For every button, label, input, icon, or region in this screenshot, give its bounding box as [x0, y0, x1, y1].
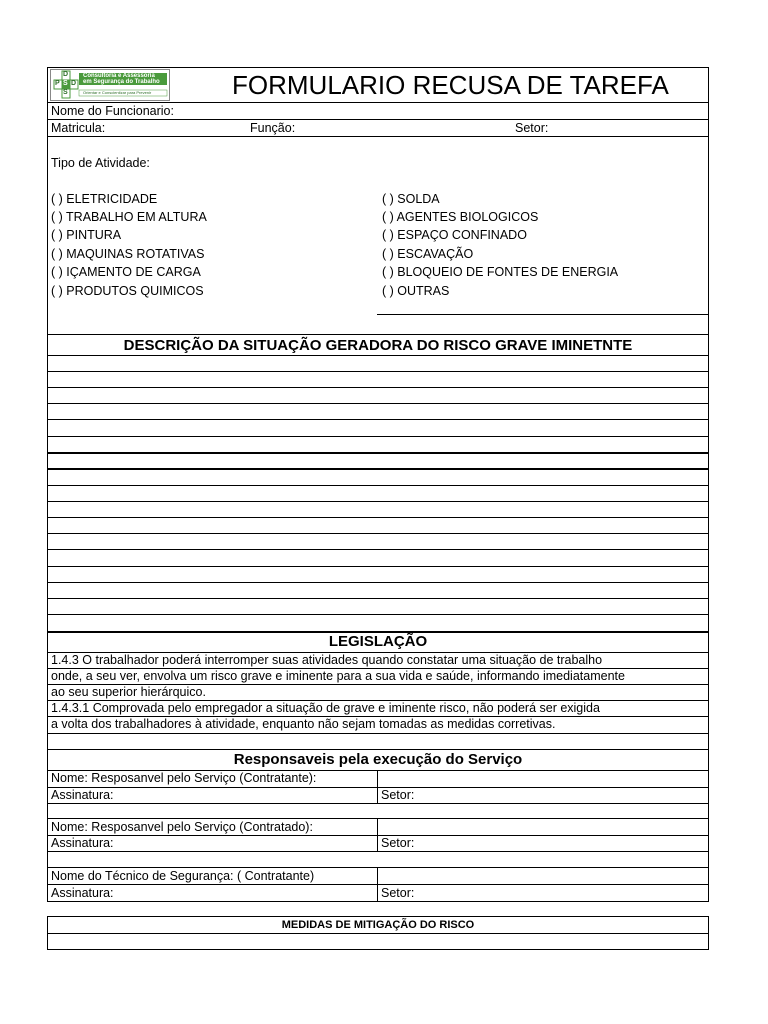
activity-checkbox[interactable]: ( ) BLOQUEIO DE FONTES DE ENERGIA: [382, 265, 619, 279]
activity-checkbox[interactable]: ( ) ESPAÇO CONFINADO: [382, 228, 527, 242]
tipo-atividade-label: Tipo de Atividade:: [51, 156, 150, 170]
activity-checkbox[interactable]: ( ) OUTRAS: [382, 284, 450, 298]
logo-letter: P: [55, 80, 60, 87]
contratante-assinatura-label: Assinatura:: [51, 788, 114, 802]
legislacao-text-line: a volta dos trabalhadores à atividade, enquanto não sejam tomadas as medidas corretivas.: [51, 717, 556, 731]
tecnico-setor-label: Setor:: [381, 886, 415, 900]
activity-checkbox[interactable]: ( ) ELETRICIDADE: [51, 192, 158, 206]
contratado-name-label: Nome: Resposanvel pelo Serviço (Contratado):: [51, 820, 313, 834]
page-title: FORMULARIO RECUSA DE TAREFA: [232, 70, 669, 100]
activity-checkbox[interactable]: ( ) PINTURA: [51, 228, 122, 242]
medidas-heading: MEDIDAS DE MITIGAÇÃO DO RISCO: [281, 919, 475, 931]
logo-letter: S: [63, 80, 68, 87]
logo-letter: D: [71, 80, 77, 87]
logo-line2: em Segurança do Trabalho: [83, 79, 160, 85]
descricao-heading: DESCRIÇÃO DA SITUAÇÃO GERADORA DO RISCO GRAVE IMINETNTE: [123, 337, 633, 354]
matricula-label: Matricula:: [51, 121, 106, 135]
responsaveis-heading: Responsaveis pela execução do Serviço: [233, 751, 523, 768]
tecnico-assinatura-label: Assinatura:: [51, 886, 114, 900]
activity-checkbox[interactable]: ( ) TRABALHO EM ALTURA: [51, 210, 207, 224]
contratante-name-label: Nome: Resposanvel pelo Serviço (Contratante):: [51, 771, 317, 785]
legislacao-text-line: onde, a seu ver, envolva um risco grave e iminente para a sua vida e saúde, informando imediatamente: [51, 669, 625, 683]
company-logo: [50, 69, 170, 101]
contratado-assinatura-label: Assinatura:: [51, 836, 114, 850]
activity-checkbox[interactable]: ( ) SOLDA: [382, 192, 440, 206]
tecnico-name-label: Nome do Técnico de Segurança: ( Contratante): [51, 869, 315, 883]
logo-tagline: Orientar e Conscientizar para Prevenir: [83, 90, 152, 95]
logo-letter: S: [63, 89, 68, 96]
nome-funcionario-label: Nome do Funcionario:: [51, 104, 174, 118]
legislacao-text-line: 1.4.3 O trabalhador poderá interromper suas atividades quando constatar uma situação de trabalho: [51, 653, 603, 667]
legislacao-text-line: 1.4.3.1 Comprovada pelo empregador a situação de grave e iminente risco, não poderá ser exigida: [51, 701, 600, 715]
funcao-label: Função:: [250, 121, 296, 135]
activity-checkbox[interactable]: ( ) PRODUTOS QUIMICOS: [51, 284, 204, 298]
legislacao-text-line: ao seu superior hierárquico.: [51, 685, 206, 699]
activity-checkbox[interactable]: ( ) AGENTES BIOLOGICOS: [382, 210, 539, 224]
activity-checkbox[interactable]: ( ) ESCAVAÇÃO: [382, 247, 474, 261]
activity-checkbox[interactable]: ( ) MAQUINAS ROTATIVAS: [51, 247, 205, 261]
contratado-setor-label: Setor:: [381, 836, 415, 850]
logo-line1: Consultoria e Assessoria: [83, 73, 155, 79]
legislacao-heading: LEGISLAÇÃO: [328, 633, 428, 650]
activity-checkbox[interactable]: ( ) IÇAMENTO DE CARGA: [51, 265, 201, 279]
logo-letter: D: [63, 71, 69, 78]
outras-fill-line: [377, 314, 709, 315]
contratante-setor-label: Setor:: [381, 788, 415, 802]
setor-label: Setor:: [515, 121, 549, 135]
